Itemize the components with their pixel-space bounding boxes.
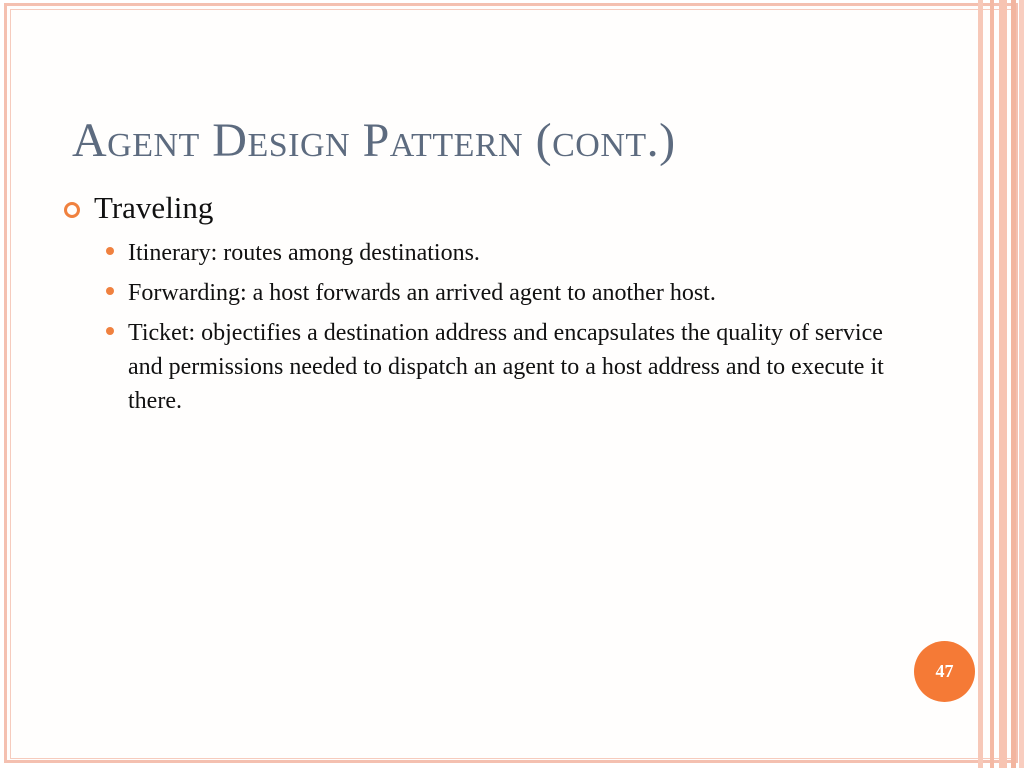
subbullet-text: Forwarding: a host forwards an arrived agent to another host. <box>128 280 716 306</box>
dot-bullet-icon <box>106 327 114 335</box>
subbullet-item <box>104 236 890 270</box>
dot-bullet-icon <box>106 247 114 255</box>
subbullet-text: Itinerary: routes among destinations. <box>128 240 480 266</box>
decorative-stripe <box>1011 0 1016 768</box>
decorative-stripe <box>978 0 983 768</box>
dot-bullet-icon <box>106 287 114 295</box>
subbullet-item <box>104 276 890 310</box>
slide-content <box>60 186 890 418</box>
subbullet-text: Ticket: objectifies a destination address and encapsulates the quality of service and permissions needed to dispatch an agent to a host address and to execute it there. <box>128 320 884 414</box>
ring-bullet-icon <box>64 202 80 218</box>
decorative-stripe <box>999 0 1007 768</box>
bullet-item <box>60 186 890 230</box>
slide-title: Agent Design Pattern (cont.) <box>72 114 676 167</box>
page-number-badge: 47 <box>914 641 975 702</box>
decorative-stripe <box>990 0 994 768</box>
decorative-stripe <box>1019 0 1024 768</box>
subbullet-item <box>104 316 890 418</box>
bullet-text: Traveling <box>94 190 214 225</box>
